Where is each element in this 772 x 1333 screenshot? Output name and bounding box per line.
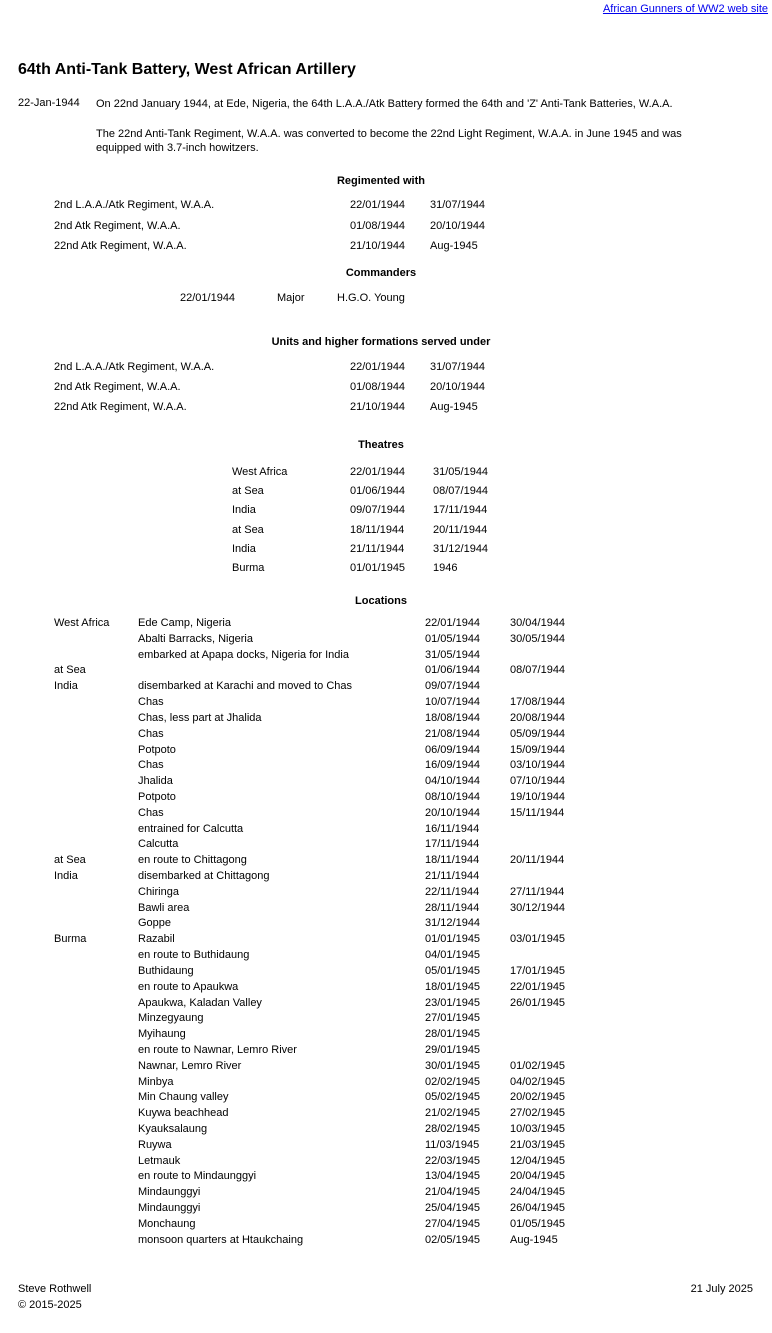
regimented-with-row bbox=[54, 195, 540, 216]
location-row-cell: 15/11/1944 bbox=[510, 806, 565, 819]
theatre-row bbox=[232, 501, 533, 520]
units-served-under-table bbox=[54, 357, 540, 418]
location-row-cell: Chas bbox=[138, 696, 164, 709]
location-row-cell: 07/10/1944 bbox=[510, 775, 566, 788]
location-row-cell: Razabil bbox=[138, 933, 175, 946]
footer-date: 21 July 2025 bbox=[690, 1283, 753, 1295]
location-row-cell: Min Chaung valley bbox=[138, 1091, 229, 1104]
theatre-row-cell: 20/11/1944 bbox=[433, 523, 488, 536]
theatre-row-cell: 08/07/1944 bbox=[433, 485, 489, 498]
regimented-with-row-cell: 2nd L.A.A./Atk Regiment, W.A.A. bbox=[54, 199, 215, 211]
location-row-cell: 20/10/1944 bbox=[425, 806, 481, 819]
location-row-cell: 21/11/1944 bbox=[425, 870, 480, 882]
location-row-cell bbox=[54, 964, 138, 980]
location-row-cell: 20/11/1944 bbox=[510, 854, 565, 867]
location-row bbox=[54, 1185, 620, 1201]
theatre-row-cell: 31/12/1944 bbox=[433, 542, 489, 555]
theatre-row-cell: 18/11/1944 bbox=[350, 523, 405, 536]
regimented-with-row-cell: 21/10/1944 bbox=[350, 240, 406, 252]
location-row-cell: 20/04/1945 bbox=[510, 1170, 566, 1183]
location-row-cell: embarked at Apapa docks, Nigeria for India bbox=[138, 648, 349, 661]
site-link[interactable]: African Gunners of WW2 web site bbox=[602, 3, 768, 15]
location-row-cell: Kuywa beachhead bbox=[138, 1107, 229, 1120]
location-row-cell: 16/11/1944 bbox=[425, 822, 480, 835]
theatre-row-cell: 01/01/1945 bbox=[350, 561, 406, 574]
location-row-cell: 30/12/1944 bbox=[510, 901, 566, 914]
location-row bbox=[54, 774, 620, 790]
location-row-cell: 21/08/1944 bbox=[425, 727, 481, 740]
top-link-bar bbox=[603, 3, 768, 15]
location-row-cell: Calcutta bbox=[138, 838, 179, 851]
location-row-cell: 19/10/1944 bbox=[510, 790, 566, 803]
location-row-cell: 18/11/1944 bbox=[425, 854, 480, 867]
location-row-cell: 27/04/1945 bbox=[425, 1217, 481, 1230]
location-row-cell: Monchaung bbox=[138, 1217, 196, 1230]
location-row-cell: 31/12/1944 bbox=[425, 917, 481, 930]
location-row-cell: 10/07/1944 bbox=[425, 696, 481, 709]
location-row-cell: Potpoto bbox=[138, 790, 176, 803]
location-row-cell: monsoon quarters at Htaukchaing bbox=[138, 1233, 304, 1246]
location-row-cell: 27/02/1945 bbox=[510, 1107, 566, 1120]
footer-author: Steve Rothwell bbox=[18, 1283, 92, 1295]
location-row-cell: Nawnar, Lemro River bbox=[138, 1059, 242, 1072]
unit-served-under-row-cell: 2nd Atk Regiment, W.A.A. bbox=[54, 381, 181, 394]
location-row-cell: 21/04/1945 bbox=[425, 1186, 481, 1199]
location-row-cell: Letmauk bbox=[138, 1154, 181, 1167]
location-row bbox=[54, 964, 620, 980]
location-row-cell bbox=[54, 1075, 138, 1091]
location-row bbox=[54, 1075, 620, 1091]
unit-served-under-row bbox=[54, 377, 540, 397]
location-row-cell: 21/02/1945 bbox=[425, 1107, 481, 1120]
location-row-cell: disembarked at Karachi and moved to Chas bbox=[138, 680, 353, 693]
location-row-cell: 05/09/1944 bbox=[510, 727, 566, 740]
theatre-row bbox=[232, 540, 533, 559]
location-row-cell bbox=[54, 822, 138, 838]
location-row-cell: 09/07/1944 bbox=[425, 680, 481, 693]
regimented-with-row-cell: 2nd Atk Regiment, W.A.A. bbox=[54, 219, 181, 232]
section-heading-locations: Locations bbox=[355, 595, 407, 607]
section-heading-theatres: Theatres bbox=[358, 439, 404, 451]
intro-paragraph-1: On 22nd January 1944, at Ede, Nigeria, the 64th L.A.A./Atk Battery formed the 64th and 'Z' Anti-Tank Batteries, W.A.A. bbox=[96, 98, 673, 110]
regimented-with-row-cell: 22/01/1944 bbox=[350, 199, 406, 211]
theatre-row-cell: Burma bbox=[232, 561, 265, 574]
location-row bbox=[54, 822, 620, 838]
location-row-cell bbox=[510, 916, 620, 932]
location-row bbox=[54, 1106, 620, 1122]
location-row-cell: 01/06/1944 bbox=[425, 664, 481, 677]
regimented-with-row-cell: 01/08/1944 bbox=[350, 219, 406, 232]
location-row-cell: Abalti Barracks, Nigeria bbox=[138, 632, 253, 645]
location-row-cell: entrained for Calcutta bbox=[138, 822, 244, 835]
location-row-cell bbox=[54, 1059, 138, 1075]
commander-row-cell: H.G.O. Young bbox=[337, 292, 405, 304]
location-row bbox=[54, 1043, 620, 1059]
location-row-cell: Chas, less part at Jhalida bbox=[138, 711, 262, 724]
location-row-cell: 28/11/1944 bbox=[425, 901, 480, 914]
location-row-cell: 17/01/1945 bbox=[510, 964, 566, 977]
unit-served-under-row-cell: 2nd L.A.A./Atk Regiment, W.A.A. bbox=[54, 361, 215, 373]
location-row-cell: Chas bbox=[138, 759, 164, 772]
location-row-cell bbox=[54, 948, 138, 964]
location-row bbox=[54, 632, 620, 648]
location-row-cell bbox=[54, 727, 138, 743]
location-row bbox=[54, 743, 620, 759]
intro-date: 22-Jan-1944 bbox=[18, 97, 80, 109]
location-row-cell: 03/01/1945 bbox=[510, 933, 566, 946]
unit-served-under-row bbox=[54, 357, 540, 377]
location-row-cell: 29/01/1945 bbox=[425, 1043, 481, 1056]
location-row-cell bbox=[54, 1011, 138, 1027]
unit-served-under-row-cell: 31/07/1944 bbox=[430, 361, 486, 373]
location-row-cell: 28/01/1945 bbox=[425, 1028, 481, 1041]
location-row bbox=[54, 1059, 620, 1075]
location-row-cell bbox=[54, 774, 138, 790]
location-row-cell bbox=[54, 1154, 138, 1170]
location-row-cell: en route to Mindaunggyi bbox=[138, 1170, 257, 1183]
location-row-cell: 26/01/1945 bbox=[510, 996, 566, 1009]
location-row bbox=[54, 916, 620, 932]
location-row-cell bbox=[54, 758, 138, 774]
unit-served-under-row-cell: 22nd Atk Regiment, W.A.A. bbox=[54, 401, 187, 414]
location-row bbox=[54, 1122, 620, 1138]
unit-served-under-row-cell: Aug-1945 bbox=[430, 401, 478, 414]
theatre-row bbox=[232, 482, 533, 501]
location-row-cell bbox=[54, 1169, 138, 1185]
location-row-cell: 04/02/1945 bbox=[510, 1075, 566, 1088]
location-row-cell bbox=[510, 822, 620, 838]
theatre-row-cell: at Sea bbox=[232, 523, 264, 536]
location-row bbox=[54, 727, 620, 743]
location-row-cell bbox=[54, 1185, 138, 1201]
location-row-cell: 22/03/1945 bbox=[425, 1154, 481, 1167]
location-row bbox=[54, 663, 620, 679]
location-row-cell bbox=[54, 916, 138, 932]
location-row-cell bbox=[54, 980, 138, 996]
location-row-cell: 01/01/1945 bbox=[425, 933, 481, 946]
location-row-cell: 17/11/1944 bbox=[425, 838, 480, 851]
location-row-cell bbox=[54, 806, 138, 822]
location-row-cell: 27/11/1944 bbox=[510, 885, 565, 898]
location-row-cell: 16/09/1944 bbox=[425, 759, 481, 772]
location-row-cell: Bawli area bbox=[138, 901, 190, 914]
location-row bbox=[54, 948, 620, 964]
location-row-cell: 08/07/1944 bbox=[510, 664, 566, 677]
location-row bbox=[54, 1027, 620, 1043]
location-row-cell bbox=[54, 885, 138, 901]
location-row-cell: 30/01/1945 bbox=[425, 1059, 481, 1072]
location-row-cell: Buthidaung bbox=[138, 964, 194, 977]
location-row bbox=[54, 1169, 620, 1185]
location-row-cell: Burma bbox=[54, 933, 87, 946]
unit-served-under-row-cell: 22/01/1944 bbox=[350, 361, 406, 373]
location-row-cell bbox=[138, 663, 425, 679]
theatres-table bbox=[232, 463, 533, 578]
location-row-cell: 05/02/1945 bbox=[425, 1091, 481, 1104]
location-row bbox=[54, 1090, 620, 1106]
location-row-cell: 18/08/1944 bbox=[425, 711, 481, 724]
location-row-cell: Apaukwa, Kaladan Valley bbox=[138, 996, 262, 1009]
location-row-cell: 03/10/1944 bbox=[510, 759, 566, 772]
location-row-cell: 04/10/1944 bbox=[425, 775, 481, 788]
theatre-row-cell: 09/07/1944 bbox=[350, 504, 406, 517]
location-row-cell bbox=[510, 1027, 620, 1043]
location-row-cell bbox=[54, 1201, 138, 1217]
location-row-cell: 26/04/1945 bbox=[510, 1202, 566, 1215]
location-row-cell: 17/08/1944 bbox=[510, 696, 566, 709]
location-row-cell: Minzegyaung bbox=[138, 1012, 204, 1025]
location-row-cell: 20/08/1944 bbox=[510, 711, 566, 724]
location-row-cell bbox=[54, 901, 138, 917]
location-row-cell: at Sea bbox=[54, 854, 86, 867]
location-row bbox=[54, 996, 620, 1012]
location-row bbox=[54, 885, 620, 901]
location-row-cell bbox=[54, 1090, 138, 1106]
theatre-row-cell: India bbox=[232, 542, 256, 555]
location-row bbox=[54, 695, 620, 711]
regimented-with-row bbox=[54, 216, 540, 237]
location-row-cell bbox=[54, 837, 138, 853]
location-row-cell: 25/04/1945 bbox=[425, 1202, 481, 1215]
location-row bbox=[54, 648, 620, 664]
location-row-cell: Jhalida bbox=[138, 775, 173, 788]
location-row-cell bbox=[54, 743, 138, 759]
location-row bbox=[54, 980, 620, 996]
location-row bbox=[54, 853, 620, 869]
location-row-cell: 20/02/1945 bbox=[510, 1091, 566, 1104]
location-row-cell bbox=[510, 648, 620, 664]
regimented-with-row bbox=[54, 236, 540, 257]
commanders-table bbox=[180, 288, 487, 308]
location-row-cell: 01/02/1945 bbox=[510, 1059, 566, 1072]
location-row-cell: 08/10/1944 bbox=[425, 790, 481, 803]
location-row-cell: Aug-1945 bbox=[510, 1233, 558, 1246]
location-row-cell: 02/02/1945 bbox=[425, 1075, 481, 1088]
location-row-cell bbox=[54, 1122, 138, 1138]
location-row-cell: en route to Buthidaung bbox=[138, 949, 250, 962]
location-row-cell: Goppe bbox=[138, 917, 172, 930]
theatre-row-cell: India bbox=[232, 504, 256, 517]
location-row-cell: 31/05/1944 bbox=[425, 648, 481, 661]
location-row-cell: Ruywa bbox=[138, 1138, 172, 1151]
location-row bbox=[54, 806, 620, 822]
location-row-cell bbox=[54, 711, 138, 727]
location-row-cell: West Africa bbox=[54, 617, 110, 629]
regimented-with-row-cell: 31/07/1944 bbox=[430, 199, 486, 211]
location-row-cell: India bbox=[54, 680, 78, 693]
location-row-cell: Potpoto bbox=[138, 743, 176, 756]
location-row-cell: 24/04/1945 bbox=[510, 1186, 566, 1199]
location-row bbox=[54, 1011, 620, 1027]
theatre-row-cell: 21/11/1944 bbox=[350, 542, 405, 555]
location-row-cell: 04/01/1945 bbox=[425, 949, 481, 962]
location-row-cell: 06/09/1944 bbox=[425, 743, 481, 756]
location-row bbox=[54, 1201, 620, 1217]
section-heading-regimented-with: Regimented with bbox=[336, 175, 425, 187]
commander-row-cell: 22/01/1944 bbox=[180, 292, 236, 304]
theatre-row-cell: West Africa bbox=[232, 466, 288, 478]
location-row bbox=[54, 837, 620, 853]
location-row-cell bbox=[510, 1043, 620, 1059]
location-row-cell: 18/01/1945 bbox=[425, 980, 481, 993]
location-row-cell bbox=[54, 648, 138, 664]
theatre-row bbox=[232, 463, 533, 482]
regimented-with-row-cell: 22nd Atk Regiment, W.A.A. bbox=[54, 240, 187, 252]
location-row bbox=[54, 1154, 620, 1170]
theatre-row-cell: 1946 bbox=[433, 561, 458, 574]
location-row-cell: 22/11/1944 bbox=[425, 885, 480, 898]
location-row-cell bbox=[54, 996, 138, 1012]
location-row-cell: Chas bbox=[138, 727, 164, 740]
page-title: 64th Anti-Tank Battery, West African Artillery bbox=[18, 61, 356, 78]
commander-row bbox=[180, 288, 487, 308]
location-row-cell: 13/04/1945 bbox=[425, 1170, 481, 1183]
location-row-cell: Chiringa bbox=[138, 885, 179, 898]
location-row-cell: 21/03/1945 bbox=[510, 1138, 566, 1151]
location-row-cell bbox=[510, 869, 620, 885]
location-row-cell: Ede Camp, Nigeria bbox=[138, 617, 231, 629]
location-row bbox=[54, 758, 620, 774]
section-heading-units-served-under: Units and higher formations served under bbox=[271, 336, 491, 348]
location-row-cell bbox=[510, 1011, 620, 1027]
location-row-cell: 12/04/1945 bbox=[510, 1154, 566, 1167]
unit-served-under-row-cell: 21/10/1944 bbox=[350, 401, 406, 414]
location-row-cell: 02/05/1945 bbox=[425, 1233, 481, 1246]
location-row-cell: 15/09/1944 bbox=[510, 743, 566, 756]
location-row-cell bbox=[54, 632, 138, 648]
regimented-with-row-cell: 20/10/1944 bbox=[430, 219, 486, 232]
location-row bbox=[54, 932, 620, 948]
location-row-cell: 01/05/1944 bbox=[425, 632, 481, 645]
location-row bbox=[54, 616, 620, 632]
intro-paragraph-2: The 22nd Anti-Tank Regiment, W.A.A. was converted to become the 22nd Light Regiment, W.A.A. in June 1945 and was equipped with 3.7-inch howitzers. bbox=[96, 128, 682, 154]
section-heading-commanders: Commanders bbox=[345, 267, 417, 279]
location-row-cell: 28/02/1945 bbox=[425, 1123, 481, 1135]
regimented-with-row-cell: Aug-1945 bbox=[430, 240, 478, 252]
theatre-row-cell: 31/05/1944 bbox=[433, 466, 489, 478]
location-row-cell: India bbox=[54, 870, 78, 882]
location-row-cell bbox=[54, 695, 138, 711]
location-row-cell: 22/01/1944 bbox=[425, 617, 481, 629]
location-row-cell: Minbya bbox=[138, 1075, 174, 1088]
location-row bbox=[54, 711, 620, 727]
location-row-cell: 01/05/1945 bbox=[510, 1217, 566, 1230]
location-row-cell bbox=[54, 790, 138, 806]
theatre-row bbox=[232, 521, 533, 540]
location-row-cell: 23/01/1945 bbox=[425, 996, 481, 1009]
footer-copyright: © 2015-2025 bbox=[18, 1299, 82, 1311]
location-row-cell bbox=[54, 1217, 138, 1233]
theatre-row-cell: 17/11/1944 bbox=[433, 504, 488, 517]
location-row bbox=[54, 901, 620, 917]
unit-served-under-row-cell: 01/08/1944 bbox=[350, 381, 406, 394]
location-row-cell: Kyauksalaung bbox=[138, 1123, 208, 1135]
location-row bbox=[54, 790, 620, 806]
unit-served-under-row-cell: 20/10/1944 bbox=[430, 381, 486, 394]
location-row bbox=[54, 1233, 620, 1249]
commander-row-cell: Major bbox=[277, 292, 305, 304]
location-row-cell bbox=[54, 1138, 138, 1154]
location-row-cell: 27/01/1945 bbox=[425, 1012, 481, 1025]
locations-table bbox=[54, 616, 620, 1249]
location-row-cell: Mindaunggyi bbox=[138, 1202, 201, 1215]
location-row-cell bbox=[54, 1233, 138, 1249]
location-row-cell bbox=[510, 679, 620, 695]
location-row-cell: en route to Apaukwa bbox=[138, 980, 239, 993]
theatre-row-cell: 01/06/1944 bbox=[350, 485, 406, 498]
location-row-cell: Mindaunggyi bbox=[138, 1186, 201, 1199]
location-row-cell bbox=[54, 1106, 138, 1122]
location-row-cell: Myihaung bbox=[138, 1028, 186, 1041]
location-row bbox=[54, 679, 620, 695]
regimented-with-table bbox=[54, 195, 540, 257]
location-row-cell bbox=[54, 1027, 138, 1043]
location-row-cell: 05/01/1945 bbox=[425, 964, 481, 977]
location-row bbox=[54, 1138, 620, 1154]
location-row-cell: Chas bbox=[138, 806, 164, 819]
location-row-cell: 22/01/1945 bbox=[510, 980, 566, 993]
location-row-cell bbox=[510, 837, 620, 853]
theatre-row-cell: 22/01/1944 bbox=[350, 466, 406, 478]
theatre-row bbox=[232, 559, 533, 578]
location-row-cell: 10/03/1945 bbox=[510, 1123, 566, 1135]
location-row-cell bbox=[510, 948, 620, 964]
location-row-cell: 11/03/1945 bbox=[425, 1138, 480, 1151]
location-row-cell: at Sea bbox=[54, 664, 86, 677]
location-row bbox=[54, 1217, 620, 1233]
location-row-cell: 30/04/1944 bbox=[510, 617, 566, 629]
location-row-cell: disembarked at Chittagong bbox=[138, 870, 270, 882]
location-row-cell: en route to Nawnar, Lemro River bbox=[138, 1043, 297, 1056]
location-row-cell bbox=[54, 1043, 138, 1059]
location-row-cell: en route to Chittagong bbox=[138, 854, 247, 867]
unit-served-under-row bbox=[54, 397, 540, 417]
location-row-cell: 30/05/1944 bbox=[510, 632, 566, 645]
location-row bbox=[54, 869, 620, 885]
theatre-row-cell: at Sea bbox=[232, 485, 264, 498]
